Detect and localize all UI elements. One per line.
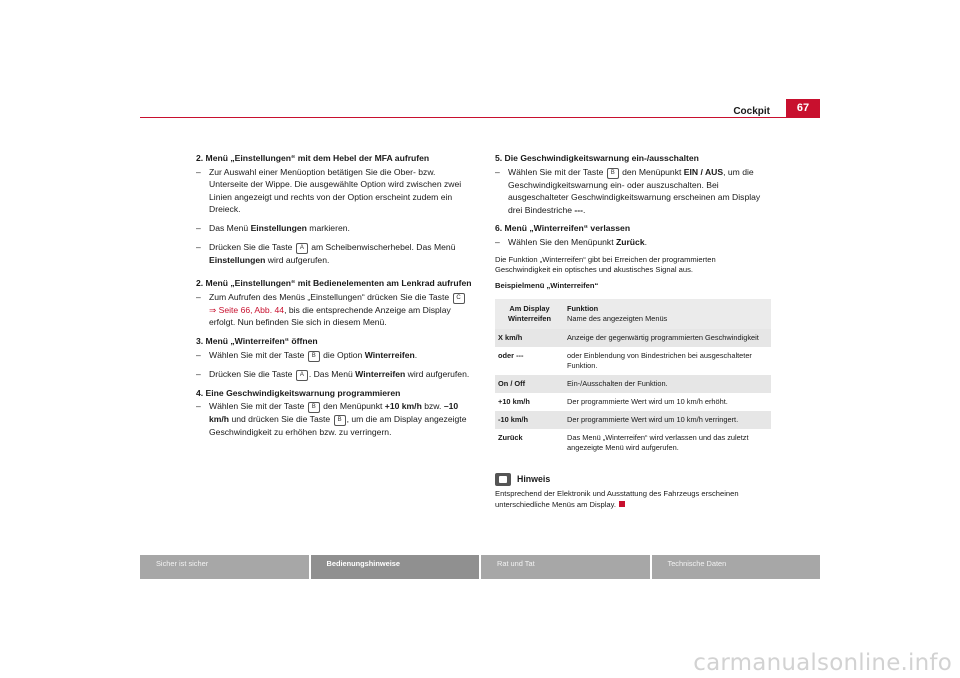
table-cell-key: +10 km/h <box>498 396 530 406</box>
page-number: 67 <box>786 99 820 118</box>
footer-tab-3[interactable]: Technische Daten <box>652 555 821 579</box>
table-cell-desc: Ein-/Ausschalten der Funktion. <box>564 375 771 393</box>
list-item: – Das Menü Einstellungen markieren. <box>196 222 350 233</box>
key-b-icon: B <box>308 351 320 362</box>
step-5-heading: 5. Die Geschwindigkeitswarnung ein-/ausschalten <box>495 153 699 163</box>
section-title: Cockpit <box>733 106 770 117</box>
table-header-row <box>495 299 771 329</box>
table-cell-key: X km/h <box>495 329 564 347</box>
footer-tab-0[interactable]: Sicher ist sicher <box>140 555 309 579</box>
table-cell-key: Zurück <box>498 432 523 442</box>
table-cell-desc: Das Menü „Winterreifen“ wird verlassen und das zuletzt angezeigte Menü wird aufgerufen. <box>567 432 749 452</box>
table-row <box>495 329 771 347</box>
key-a-icon: A <box>296 243 308 254</box>
table-cell-key: On / Off <box>495 375 564 393</box>
table-cell-desc: oder Einblendung von Bindestrichen bei ausgeschalteter Funktion. <box>567 350 752 370</box>
table-cell-desc: Anzeige der gegenwärtig programmierten Geschwindigkeit <box>564 329 771 347</box>
step-3-heading: 3. Menü „Winterreifen“ öffnen <box>196 335 318 346</box>
right-column <box>495 152 773 510</box>
list-item: – Drücken Sie die Taste A am Scheibenwischerhebel. Das Menü Einstellungen wird aufgerufen. <box>196 241 456 265</box>
table-cell-key: -10 km/h <box>495 411 564 429</box>
watermark: carmanualsonline.info <box>693 650 952 676</box>
note-text: Entsprechend der Elektronik und Ausstattung des Fahrzeugs erscheinen unterschiedliche Menüs am Display. <box>495 488 739 509</box>
step-6-heading: 6. Menü „Winterreifen“ verlassen <box>495 223 631 234</box>
table-title: Beispielmenü „Winterreifen“ <box>495 281 599 291</box>
key-c-icon: C <box>453 293 465 304</box>
table-cell-desc: Der programmierte Wert wird um 10 km/h erhöht. <box>567 396 728 406</box>
step-2-heading: 2. Menü „Einstellungen“ mit dem Hebel der MFA aufrufen <box>196 153 430 163</box>
end-of-section-icon <box>619 501 625 507</box>
list-item: – Wählen Sie den Menüpunkt Zurück. <box>495 236 648 247</box>
column-header-display: Am Display Winterreifen <box>495 299 564 329</box>
table-row <box>495 411 771 429</box>
page-reference-link[interactable]: ⇒ Seite 66, Abb. 44 <box>209 304 285 315</box>
key-b-icon: B <box>607 168 619 179</box>
key-b-icon: B <box>334 415 346 426</box>
list-item: – Drücken Sie die Taste A . Das Menü Winterreifen wird aufgerufen. <box>196 368 470 379</box>
key-b-icon: B <box>308 402 320 413</box>
list-item: – Zum Aufrufen des Menüs „Einstellungen“ drücken Sie die Taste C ⇒ Seite 66, Abb. 44, bis die entsprechende Anzeige am Display erfolgt. Nun befinden Sie sich in diesem Menü. <box>196 291 472 329</box>
footer-tab-1[interactable]: Bedienungshinweise <box>311 555 480 579</box>
key-a-icon: A <box>296 370 308 381</box>
list-item: – Wählen Sie mit der Taste B die Option Winterreifen. <box>196 349 418 360</box>
table-row <box>495 347 771 375</box>
left-column <box>196 152 472 445</box>
note-icon <box>495 473 511 486</box>
function-note: Die Funktion „Winterreifen“ gibt bei Erreichen der programmierten Geschwindigkeit ein optisches und akustisches Signal aus. <box>495 254 716 275</box>
table-row <box>495 375 771 393</box>
column-header-function: Funktion Name des angezeigten Menüs <box>564 299 771 329</box>
list-item: – Zur Auswahl einer Menüoption betätigen Sie die Ober- bzw. Unterseite der Wippe. Die ausgewählte Option wird zwischen zwei Linien angezeigt und rechts von der Option erscheint zudem ein Dreieck. <box>196 166 462 215</box>
header-rule <box>140 117 820 118</box>
footer-navigation <box>140 555 820 579</box>
step-2b-heading: 2. Menü „Einstellungen“ mit Bedienelementen am Lenkrad aufrufen <box>196 278 472 289</box>
table-cell-desc: Der programmierte Wert wird um 10 km/h verringert. <box>564 411 771 429</box>
step-4-heading: 4. Eine Geschwindigkeitswarnung programmieren <box>196 387 401 398</box>
list-item: – Wählen Sie mit der Taste B den Menüpunkt +10 km/h bzw. –10 km/h und drücken Sie die Taste B , um die am Display angezeigte Geschwindigkeit zu erhöhen bzw. zu verringern. <box>196 401 467 438</box>
table-row <box>495 393 771 411</box>
winter-tyre-menu-table <box>495 299 771 457</box>
list-item: – Wählen Sie mit der Taste B den Menüpunkt EIN / AUS, um die Geschwindigkeitswarnung ein- oder auszuschalten. Bei ausgeschalteter Geschwindigkeitswarnung erscheinen am Display drei Bindestriche ---. <box>495 166 761 215</box>
table-cell-key: oder --- <box>498 350 524 360</box>
footer-tab-2[interactable]: Rat und Tat <box>481 555 650 579</box>
note-heading: Hinweis <box>495 473 773 486</box>
table-row <box>495 429 771 457</box>
